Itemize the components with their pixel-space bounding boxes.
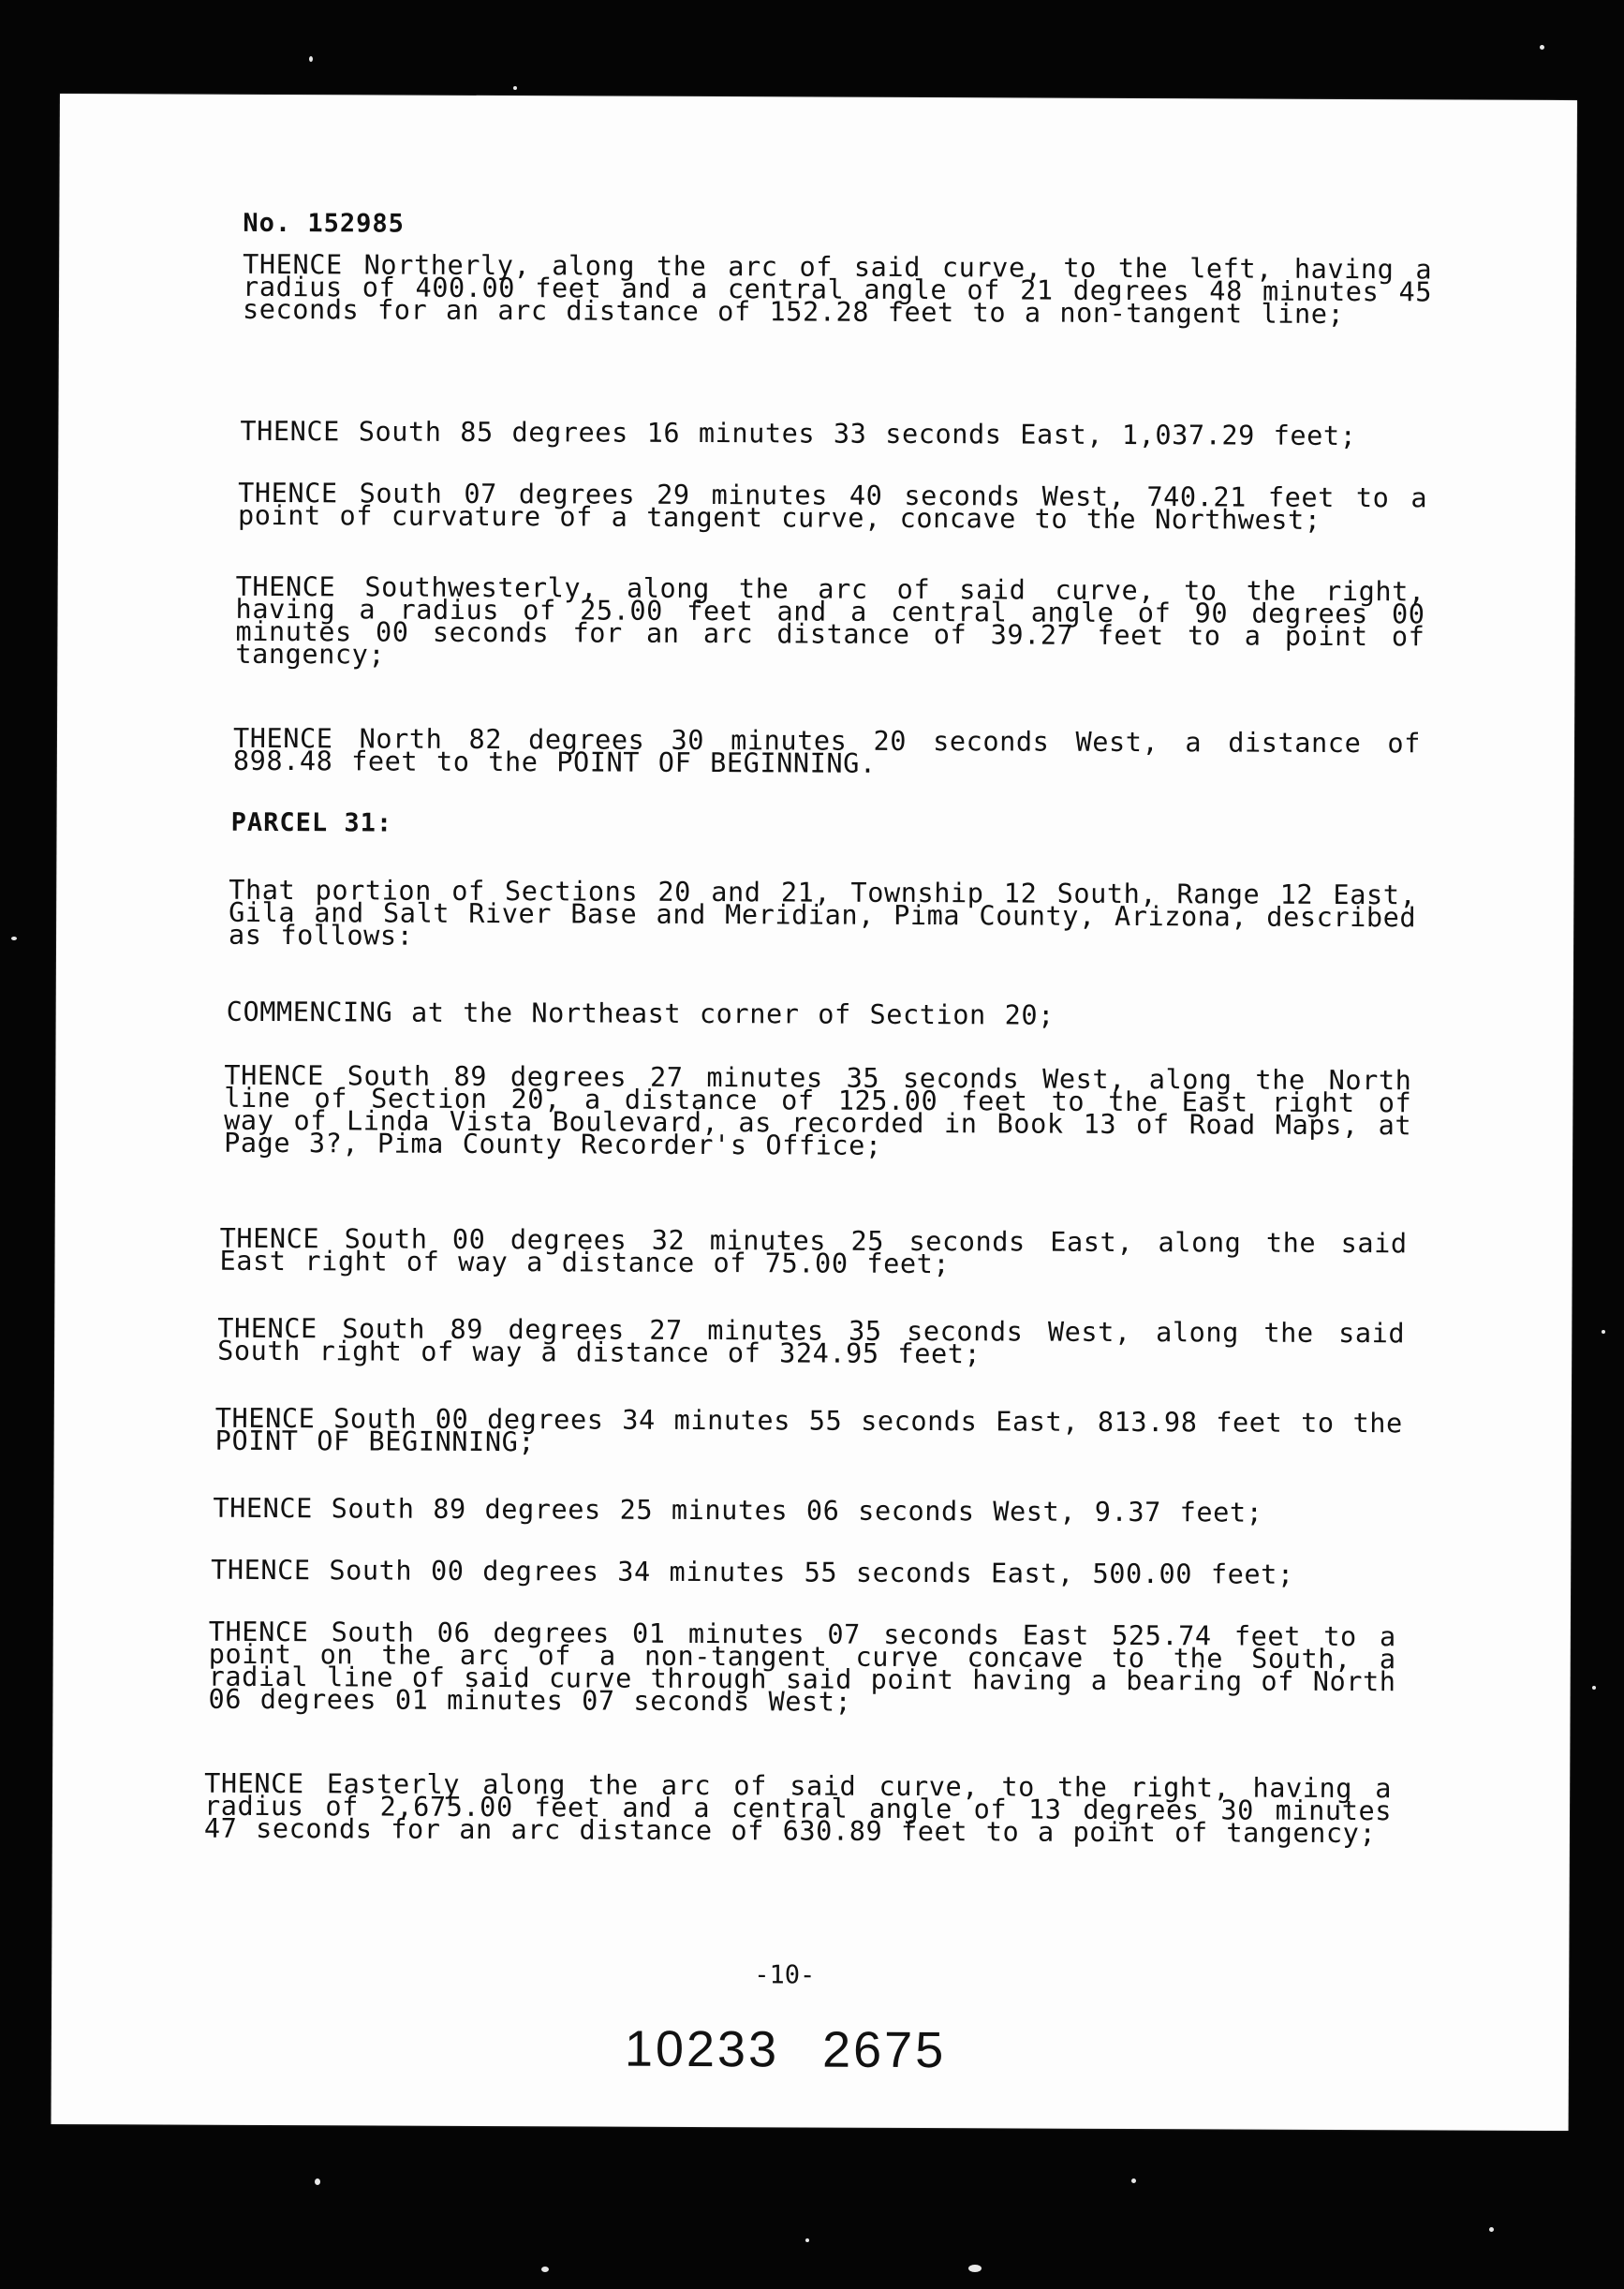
page-number: -10- <box>754 1960 816 1990</box>
recording-number: 10233 2675 <box>624 2020 947 2079</box>
paragraph: THENCE South 89 degrees 25 minutes 06 seconds West, 9.37 feet; <box>213 1492 1263 1528</box>
paragraph: THENCE South 89 degrees 27 minutes 35 seconds West, along the said South right of way a distance of 324.95 feet; <box>217 1312 1406 1370</box>
paragraph: THENCE South 00 degrees 32 minutes 25 seconds East, along the said East right of way a distance of 75.00 feet; <box>219 1222 1408 1280</box>
scan-speck <box>1131 2178 1136 2183</box>
paragraph: THENCE North 82 degrees 30 minutes 20 seconds West, a distance of 898.48 feet to the POINT OF BEGINNING. <box>232 722 1422 779</box>
paragraph: THENCE Northerly, along the arc of said curve, to the left, having a radius of 400.00 feet and a central angle of 21 degrees 48 minutes 45 seconds for an arc distance of 152.28 feet to a non-tangent line; <box>242 248 1433 330</box>
paragraph: THENCE South 07 degrees 29 minutes 40 seconds West, 740.21 feet to a point of curvature of a tangent curve, concave to the Northwest; <box>237 477 1428 536</box>
scan-speck <box>1540 45 1544 50</box>
paragraph: THENCE South 00 degrees 34 minutes 55 seconds East, 813.98 feet to the POINT OF BEGINNING; <box>214 1402 1403 1458</box>
scan-speck <box>1602 1330 1605 1334</box>
scan-speck <box>11 937 17 940</box>
scan-speck <box>541 2267 549 2272</box>
document-number: No. 152985 <box>243 208 406 239</box>
scan-speck <box>805 2238 809 2242</box>
parcel-heading: PARCEL 31: <box>230 807 393 838</box>
paragraph: THENCE Easterly along the arc of said curve, to the right, having a radius of 2,675.00 feet and a central angle of 13 degrees 30 minutes 47 seconds for an arc distance of 630.89 feet to a point of tangency; <box>203 1767 1393 1850</box>
scan-speck <box>1489 2227 1494 2232</box>
paragraph: COMMENCING at the Northeast corner of Section 20; <box>226 996 1055 1031</box>
paragraph: THENCE South 89 degrees 27 minutes 35 seconds West, along the North line of Section 20, a distance of 125.00 feet to the East right of way of Linda Vista Boulevard, as recorded in Book 13 of Road Maps, at Page 3?, Pima County Recorder's Office; <box>224 1059 1412 1161</box>
paragraph: THENCE South 00 degrees 34 minutes 55 seconds East, 500.00 feet; <box>211 1554 1294 1590</box>
paragraph: THENCE South 06 degrees 01 minutes 07 seconds East 525.74 feet to a point on the arc of a non-tangent curve concave to the South, a radial line of said curve through said point having a bearing of North 06 degrees 01 minutes 07 seconds West; <box>208 1616 1396 1718</box>
paragraph: That portion of Sections 20 and 21, Township 12 South, Range 12 East, Gila and Salt River Base and Meridian, Pima County, Arizona, described as follows: <box>229 874 1417 952</box>
scanned-page <box>52 94 1577 2131</box>
paragraph: THENCE South 85 degrees 16 minutes 33 seconds East, 1,037.29 feet; <box>240 415 1357 452</box>
scan-speck <box>1592 1686 1596 1690</box>
scan-speck <box>513 86 517 90</box>
scan-speck <box>309 56 313 62</box>
paragraph: THENCE Southwesterly, along the arc of said curve, to the right, having a radius of 25.00 feet and a central angle of 90 degrees 00 minutes 00 seconds for an arc distance of 39.27 feet to a point of tangency; <box>235 570 1425 671</box>
scan-speck <box>315 2178 320 2185</box>
scan-speck <box>968 2265 982 2272</box>
